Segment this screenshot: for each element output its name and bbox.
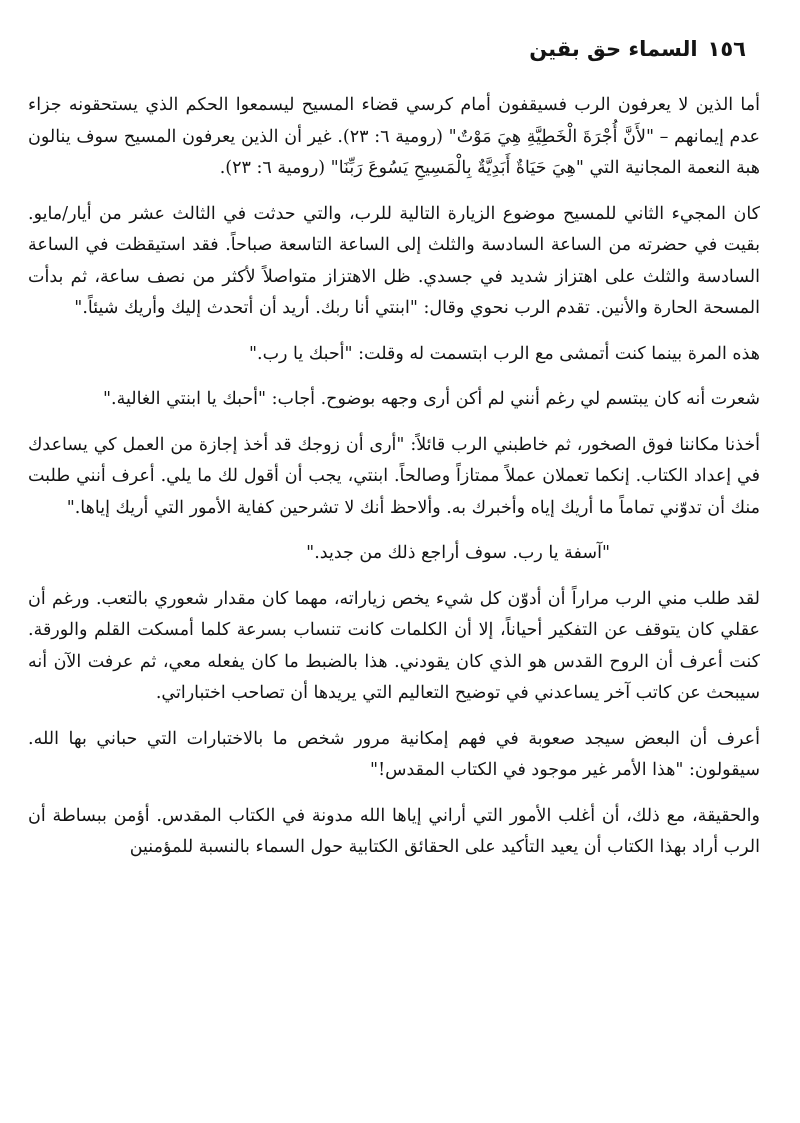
paragraph: "آسفة يا رب. سوف أراجع ذلك من جديد." [306, 543, 610, 563]
paragraph: كان المجيء الثاني للمسيح موضوع الزيارة التالية للرب، والتي حدثت في الثالث عشر من أيار/مايو. بقيت في حضرته من الساعة السادسة والثلث إلى الساعة التاسعة صباحاً. فقد استيقظت في الساعة السادسة والثلث على اهتزاز شديد في جسدي. ظل الاهتزاز متواصلاً لأكثر من نصف ساعة، ثم بدأت المسحة الحارة والأنين. تقدم الرب نحوي وقال: "ابنتي أنا ربك. أريد أن أتحدث إليك وأريك شيئاً." [28, 203, 760, 318]
page-number: ١٥٦ [707, 37, 746, 61]
paragraph: والحقيقة، مع ذلك، أن أغلب الأمور التي أراني إياها الله مدونة في الكتاب المقدس. أؤمن ببساطة أن الرب أراد بهذا الكتاب أن يعيد التأكيد على الحقائق الكتابية حول السماء بالنسبة للمؤمنين [28, 805, 760, 857]
running-header [28, 34, 760, 70]
paragraph: أخذنا مكاننا فوق الصخور، ثم خاطبني الرب قائلاً: "أرى أن زوجك قد أخذ إجازة من العمل كي يساعدك في إعداد الكتاب. إنكما تعملان عملاً ممتازاً وصالحاً. ابنتي، يجب أن أقول لك ما يلي. أعرف أنني طلبت منك أن تدوّني تماماً ما أريك إياه وأخبرك به. وألاحظ أنك لا تشرحين كفاية الأمور التي أريك إياها." [28, 434, 760, 518]
book-page [28, 34, 760, 1123]
paragraph: هذه المرة بينما كنت أتمشى مع الرب ابتسمت له وقلت: "أحبك يا رب." [248, 343, 760, 364]
paragraph: شعرت أنه كان يبتسم لي رغم أنني لم أكن أرى وجهه بوضوح. أجاب: "أحبك يا ابنتي الغالية." [102, 389, 760, 409]
paragraph: أما الذين لا يعرفون الرب فسيقفون أمام كرسي قضاء المسيح ليسمعوا الحكم الذي يستحقونه جزاء عدم إيمانهم – "لأَنَّ أُجْرَةَ الْخَطِيَّةِ هِيَ مَوْتٌ" (رومية ٦: ٢٣). غير أن الذين يعرفون المسيح سوف ينالون هبة النعمة المجانية التي "هِيَ حَيَاةٌ أَبَدِيَّةٌ بِالْمَسِيحِ يَسُوعَ رَبِّنَا" (رومية ٦: ٢٣). [28, 95, 760, 178]
book-title: السماء حق بقين [529, 37, 698, 61]
paragraph: أعرف أن البعض سيجد صعوبة في فهم إمكانية مرور شخص ما بالاختبارات التي حباني بها الله. سيقولون: "هذا الأمر غير موجود في الكتاب المقدس!" [28, 728, 760, 780]
body-text [28, 90, 760, 864]
paragraph: لقد طلب مني الرب مراراً أن أدوّن كل شيء يخص زياراته، مهما كان مقدار شعوري بالتعب. ورغم أن عقلي كان يتوقف عن التفكير أحياناً، إلا أن الكلمات كانت تنساب بسرعة كلما أمسكت القلم والورقة. كنت أعرف أن الروح القدس هو الذي كان يقودني. هذا بالضبط ما كان يفعله معي، ثم عرفت الآن أنه سيبحث عن كاتب آخر يساعدني في توضيح التعاليم التي يريدها أن تصاحب اختباراتي. [28, 588, 760, 703]
